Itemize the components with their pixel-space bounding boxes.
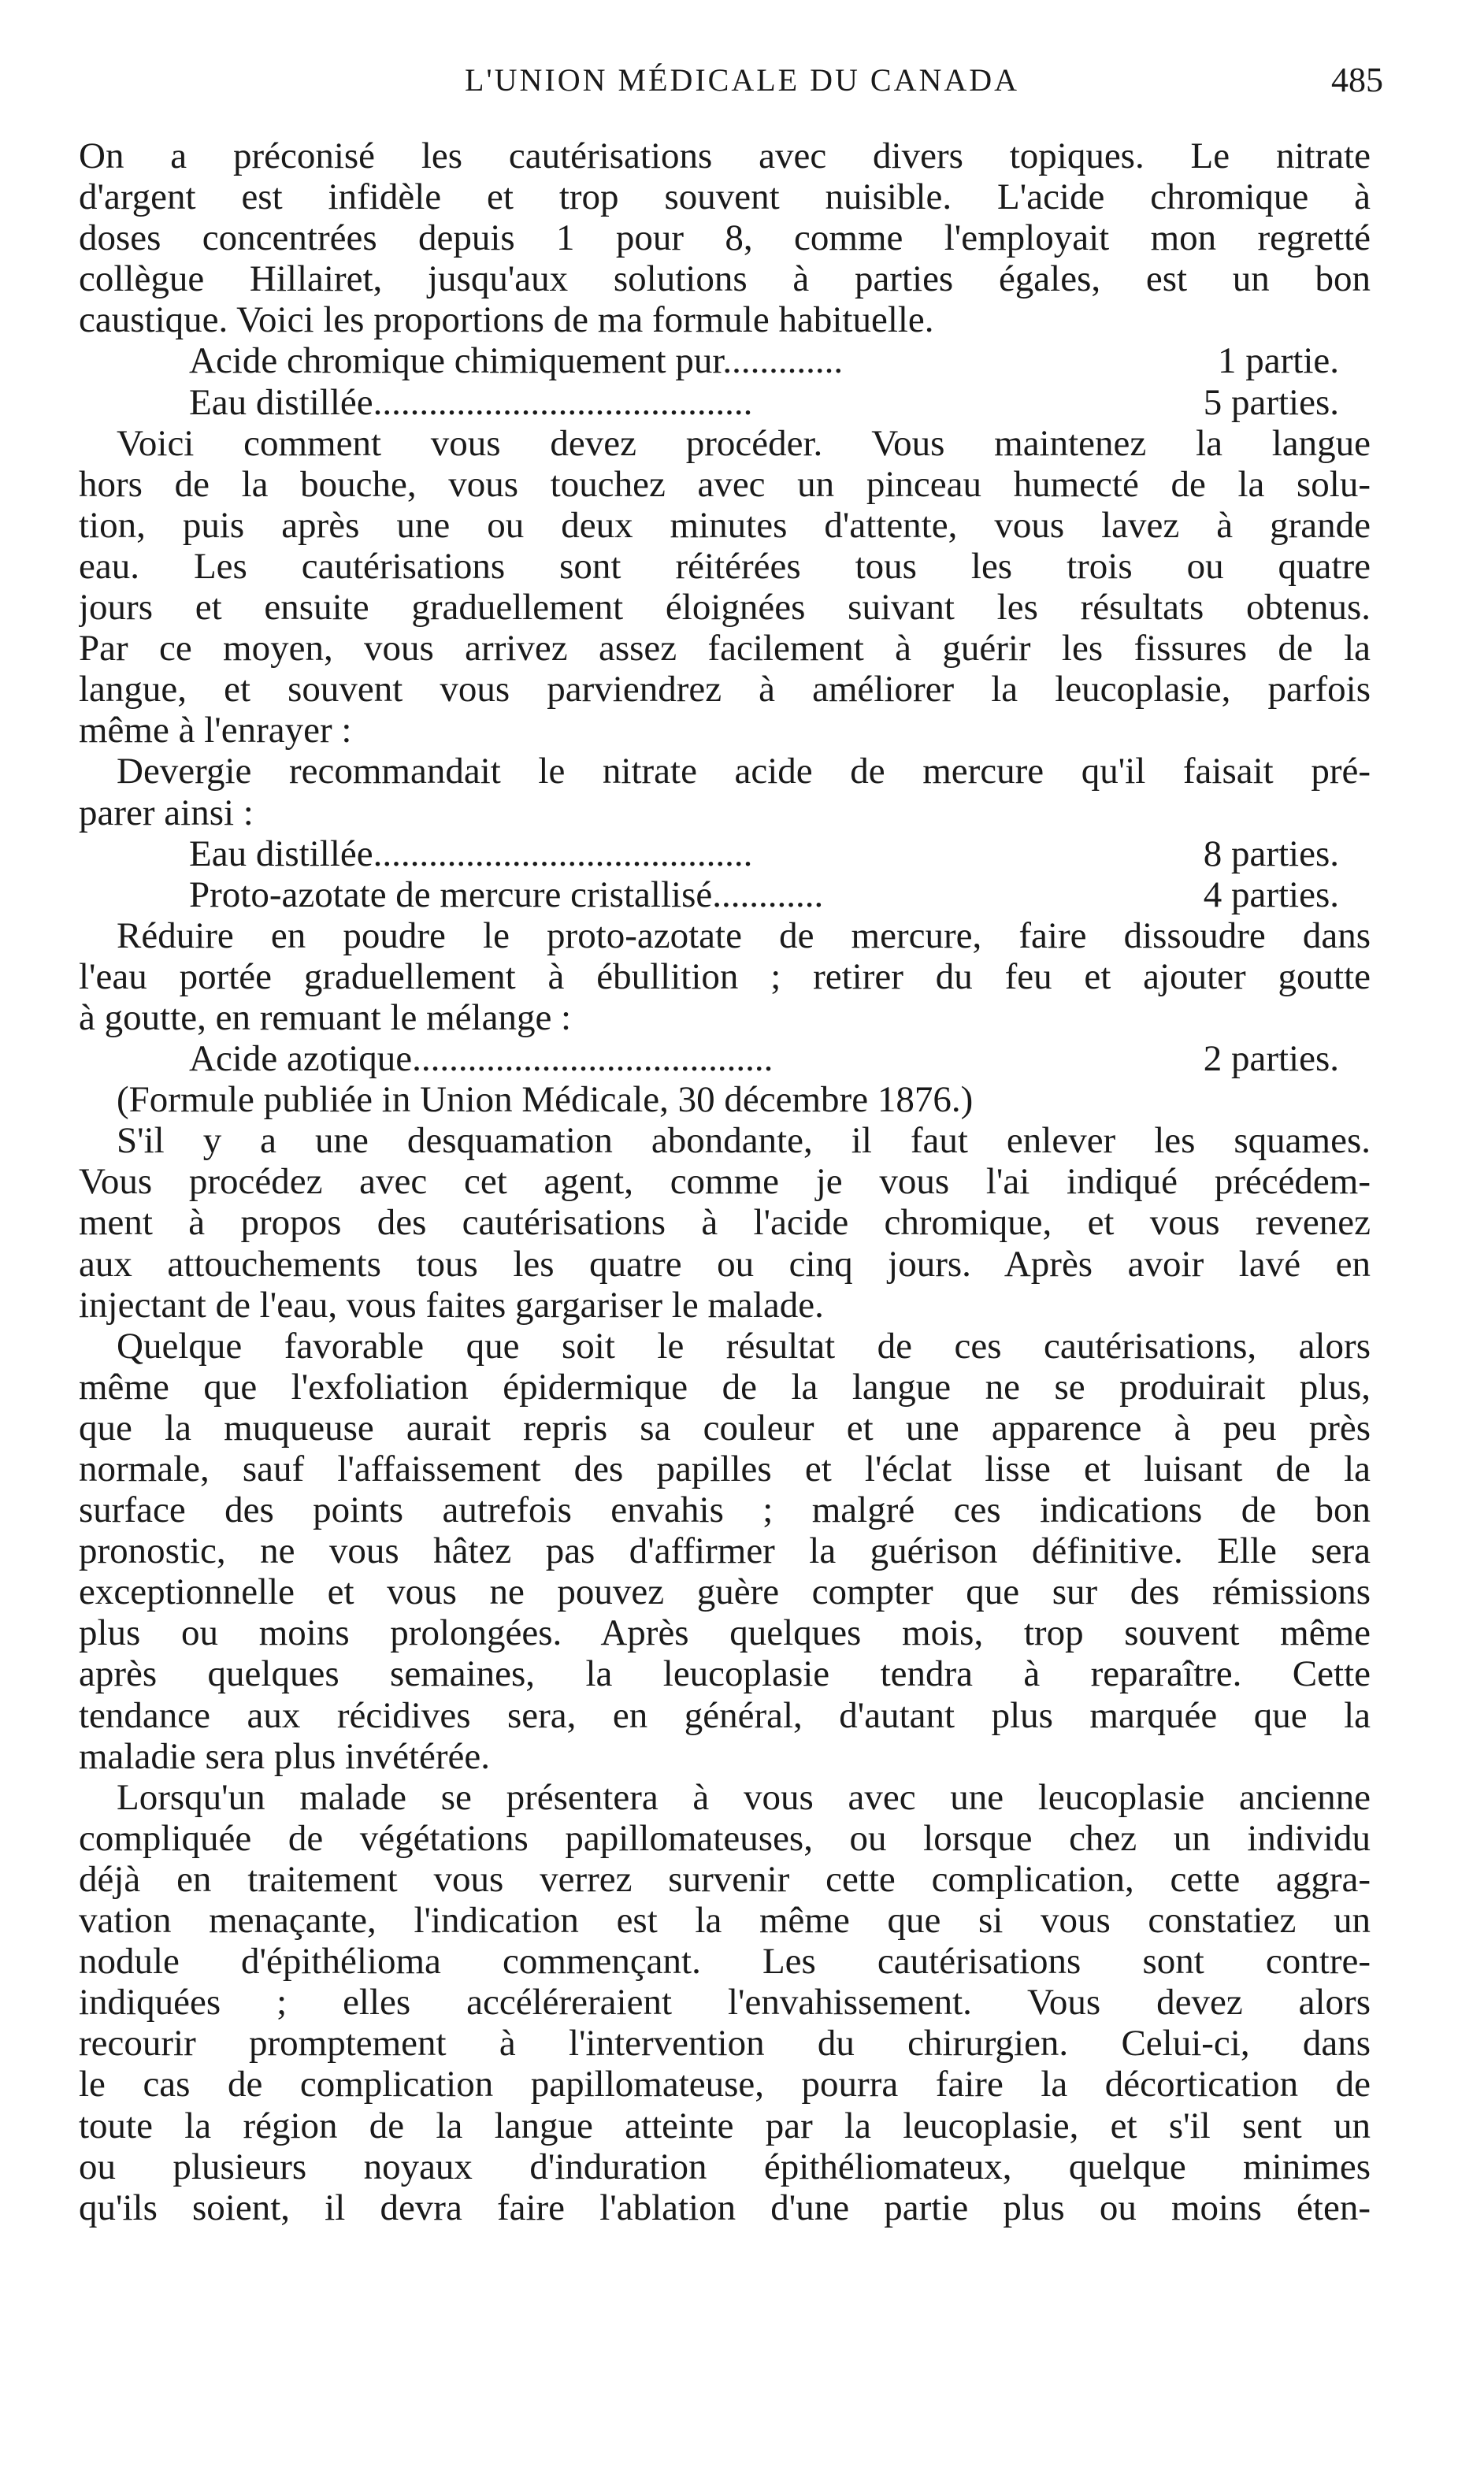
text-line: aux attouchements tous les quatre ou cinq jours. Après avoir lavé en <box>79 1243 1371 1285</box>
text-line: nodule d'épithélioma commençant. Les cautérisations sont contre- <box>79 1941 1371 1983</box>
text-line: hors de la bouche, vous touchez avec un pinceau humecté de la solu- <box>79 463 1371 505</box>
formula-line <box>189 382 1339 423</box>
text-line: tendance aux récidives sera, en général, d'autant plus marquée que la <box>79 1694 1371 1736</box>
text-line: ou plusieurs noyaux d'induration épithéliomateux, quelque minimes <box>79 2146 1371 2187</box>
page-number: 485 <box>1331 61 1383 99</box>
text-line: à goutte, en remuant le mélange : <box>79 996 572 1038</box>
page-body <box>79 135 1371 2228</box>
text-line: déjà en traitement vous verrez survenir cette complication, cette aggra- <box>79 1858 1371 1900</box>
text-line: qu'ils soient, il devra faire l'ablation d'une partie plus ou moins éten- <box>79 2187 1371 2228</box>
ingredient-name: Acide azotique....................................... <box>189 1038 774 1080</box>
text-line: caustique. Voici les proportions de ma formule habituelle. <box>79 299 934 341</box>
ingredient-quantity: 1 partie. <box>1218 340 1339 382</box>
text-line: Vous procédez avec cet agent, comme je vous l'ai indiqué précédem- <box>79 1161 1371 1203</box>
citation: (Formule publiée in Union Médicale, 30 décembre 1876.) <box>117 1079 974 1121</box>
text-line: jours et ensuite graduellement éloignées suivant les résultats obtenus. <box>79 587 1371 629</box>
formula-block <box>79 1038 1371 1079</box>
text-line: compliquée de végétations papillomateuses, ou lorsque chez un individu <box>79 1817 1371 1859</box>
page-header <box>79 61 1405 109</box>
text-line: langue, et souvent vous parviendrez à améliorer la leucoplasie, parfois <box>79 669 1371 710</box>
ingredient-name: Acide chromique chimiquement pur............. <box>189 340 844 382</box>
text-line: Quelque favorable que soit le résultat de ces cautérisations, alors <box>117 1325 1371 1367</box>
text-line: On a préconisé les cautérisations avec divers topiques. Le nitrate <box>79 135 1371 176</box>
text-line: l'eau portée graduellement à ébullition ; retirer du feu et ajouter goutte <box>79 955 1371 997</box>
text-line: vation menaçante, l'indication est la même que si vous constatiez un <box>79 1900 1371 1942</box>
text-line: tion, puis après une ou deux minutes d'attente, vous lavez à grande <box>79 504 1371 546</box>
text-line: surface des points autrefois envahis ; malgré ces indications de bon <box>79 1489 1371 1531</box>
text-line: Lorsqu'un malade se présentera à vous avec une leucoplasie ancienne <box>117 1776 1371 1818</box>
text-line: eau. Les cautérisations sont réitérées tous les trois ou quatre <box>79 545 1371 587</box>
text-line: indiquées ; elles accéléreraient l'envahissement. Vous devez alors <box>79 1982 1371 2024</box>
text-line: ment à propos des cautérisations à l'acide chromique, et vous revenez <box>79 1202 1371 1244</box>
ingredient-name: Eau distillée......................................... <box>189 833 753 874</box>
paragraph <box>79 915 1371 1038</box>
text-line: toute la région de la langue atteinte par la leucoplasie, et s'il sent un <box>79 2105 1371 2146</box>
text-line: Par ce moyen, vous arrivez assez facilement à guérir les fissures de la <box>79 628 1371 670</box>
text-line: Devergie recommandait le nitrate acide de mercure qu'il faisait pré- <box>117 751 1371 792</box>
text-line: doses concentrées depuis 1 pour 8, comme l'employait mon regretté <box>79 217 1371 259</box>
formula-block <box>79 340 1371 422</box>
paragraph <box>79 423 1371 751</box>
paragraph <box>79 1120 1371 1325</box>
paragraph <box>79 1326 1371 1777</box>
text-line: pronostic, ne vous hâtez pas d'affirmer la guérison définitive. Elle sera <box>79 1530 1371 1572</box>
text-line: que la muqueuse aurait repris sa couleur et une apparence à peu près <box>79 1407 1371 1449</box>
paragraph <box>79 1777 1371 2228</box>
text-line: le cas de complication papillomateuse, pourra faire la décortication de <box>79 2064 1371 2105</box>
text-line: plus ou moins prolongées. Après quelques mois, trop souvent même <box>79 1612 1371 1654</box>
formula-line <box>189 340 1339 381</box>
running-head: L'UNION MÉDICALE DU CANADA <box>464 62 1020 98</box>
formula-block <box>79 833 1371 915</box>
text-line: parer ainsi : <box>79 792 254 833</box>
text-line: maladie sera plus invétérée. <box>79 1735 490 1777</box>
formula-line <box>189 1038 1339 1079</box>
text-line: Réduire en poudre le proto-azotate de mercure, faire dissoudre dans <box>117 914 1371 956</box>
text-line: normale, sauf l'affaissement des papilles et l'éclat lisse et luisant de la <box>79 1449 1371 1489</box>
text-line: collègue Hillairet, jusqu'aux solutions à parties égales, est un bon <box>79 258 1371 300</box>
paragraph <box>79 751 1371 833</box>
text-line: après quelques semaines, la leucoplasie tendra à reparaître. Cette <box>79 1653 1371 1695</box>
ingredient-name: Proto-azotate de mercure cristallisé............ <box>189 874 824 915</box>
text-line: d'argent est infidèle et trop souvent nuisible. L'acide chromique à <box>79 176 1371 218</box>
text-line: S'il y a une desquamation abondante, il faut enlever les squames. <box>117 1120 1371 1162</box>
formula-line <box>189 833 1339 874</box>
text-line: même à l'enrayer : <box>79 710 352 751</box>
text-line: injectant de l'eau, vous faites gargariser le malade. <box>79 1284 824 1326</box>
text-line: Voici comment vous devez procéder. Vous maintenez la langue <box>117 422 1371 464</box>
ingredient-quantity: 2 parties. <box>1203 1038 1339 1080</box>
formula-line <box>189 874 1339 915</box>
ingredient-quantity: 5 parties. <box>1203 381 1339 423</box>
ingredient-quantity: 8 parties. <box>1203 833 1339 874</box>
paragraph <box>79 135 1371 340</box>
ingredient-quantity: 4 parties. <box>1203 874 1339 915</box>
text-line: même que l'exfoliation épidermique de la langue ne se produirait plus, <box>79 1366 1371 1408</box>
text-line: recourir promptement à l'intervention du chirurgien. Celui-ci, dans <box>79 2023 1371 2064</box>
text-line: exceptionnelle et vous ne pouvez guère compter que sur des rémissions <box>79 1571 1371 1613</box>
ingredient-name: Eau distillée......................................... <box>189 381 753 423</box>
